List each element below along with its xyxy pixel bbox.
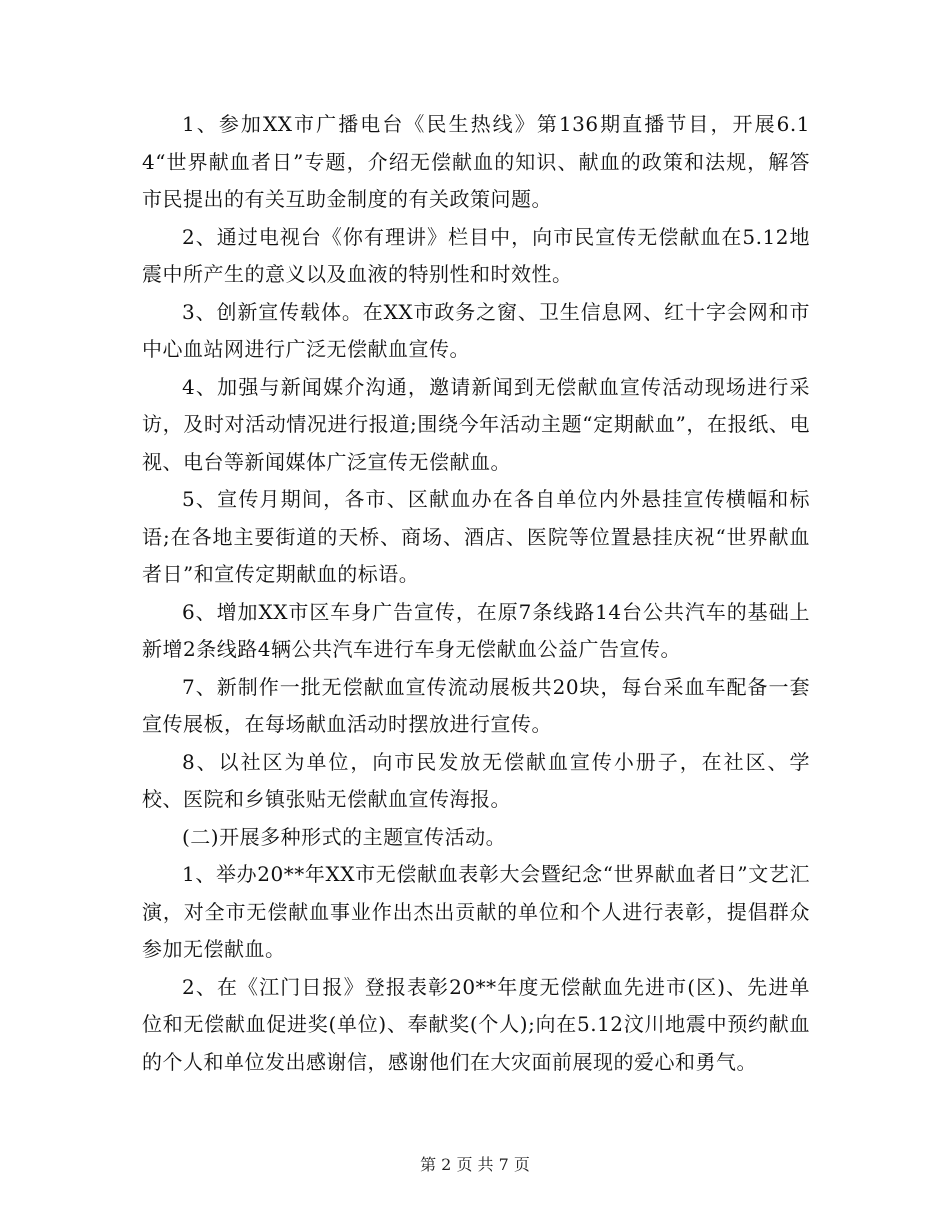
paragraph-8: 8、以社区为单位，向市民发放无偿献血宣传小册子，在社区、学校、医院和乡镇张贴无偿献血宣传海报。: [142, 749, 810, 811]
paragraph-10: 2、在《江门日报》登报表彰20**年度无偿献血先进市(区)、先进单位和无偿献血促进奖(单位)、奉献奖(个人);向在5.12汶川地震中预约献血的个人和单位发出感谢信，感谢他们在大灾面前展现的爱心和勇气。: [142, 974, 810, 1074]
page-number-footer: 第 2 页 共 7 页: [420, 1155, 530, 1174]
paragraph-7: 7、新制作一批无偿献血宣传流动展板共20块，每台采血车配备一套宣传展板，在每场献血活动时摆放进行宣传。: [142, 674, 810, 736]
document-body: [142, 106, 810, 1081]
paragraph-1: 1、参加XX市广播电台《民生热线》第136期直播节目，开展6.14“世界献血者日”专题，介绍无偿献血的知识、献血的政策和法规，解答市民提出的有关互助金制度的有关政策问题。: [142, 112, 810, 211]
paragraph-9: 1、举办20**年XX市无偿献血表彰大会暨纪念“世界献血者日”文艺汇演，对全市无偿献血事业作出杰出贡献的单位和个人进行表彰，提倡群众参加无偿献血。: [142, 862, 810, 961]
section-heading: (二)开展多种形式的主题宣传活动。: [182, 824, 507, 849]
paragraph-6: 6、增加XX市区车身广告宣传，在原7条线路14台公共汽车的基础上新增2条线路4辆公共汽车进行车身无偿献血公益广告宣传。: [142, 599, 810, 661]
paragraph-2: 2、通过电视台《你有理讲》栏目中，向市民宣传无偿献血在5.12地震中所产生的意义以及血液的特别性和时效性。: [142, 224, 810, 286]
paragraph-4: 4、加强与新闻媒介沟通，邀请新闻到无偿献血宣传活动现场进行采访，及时对活动情况进行报道;围绕今年活动主题“定期献血”，在报纸、电视、电台等新闻媒体广泛宣传无偿献血。: [142, 374, 810, 474]
paragraph-5: 5、宣传月期间，各市、区献血办在各自单位内外悬挂宣传横幅和标语;在各地主要街道的天桥、商场、酒店、医院等位置悬挂庆祝“世界献血者日”和宣传定期献血的标语。: [142, 487, 810, 586]
paragraph-3: 3、创新宣传载体。在XX市政务之窗、卫生信息网、红十字会网和市中心血站网进行广泛无偿献血宣传。: [142, 299, 810, 361]
